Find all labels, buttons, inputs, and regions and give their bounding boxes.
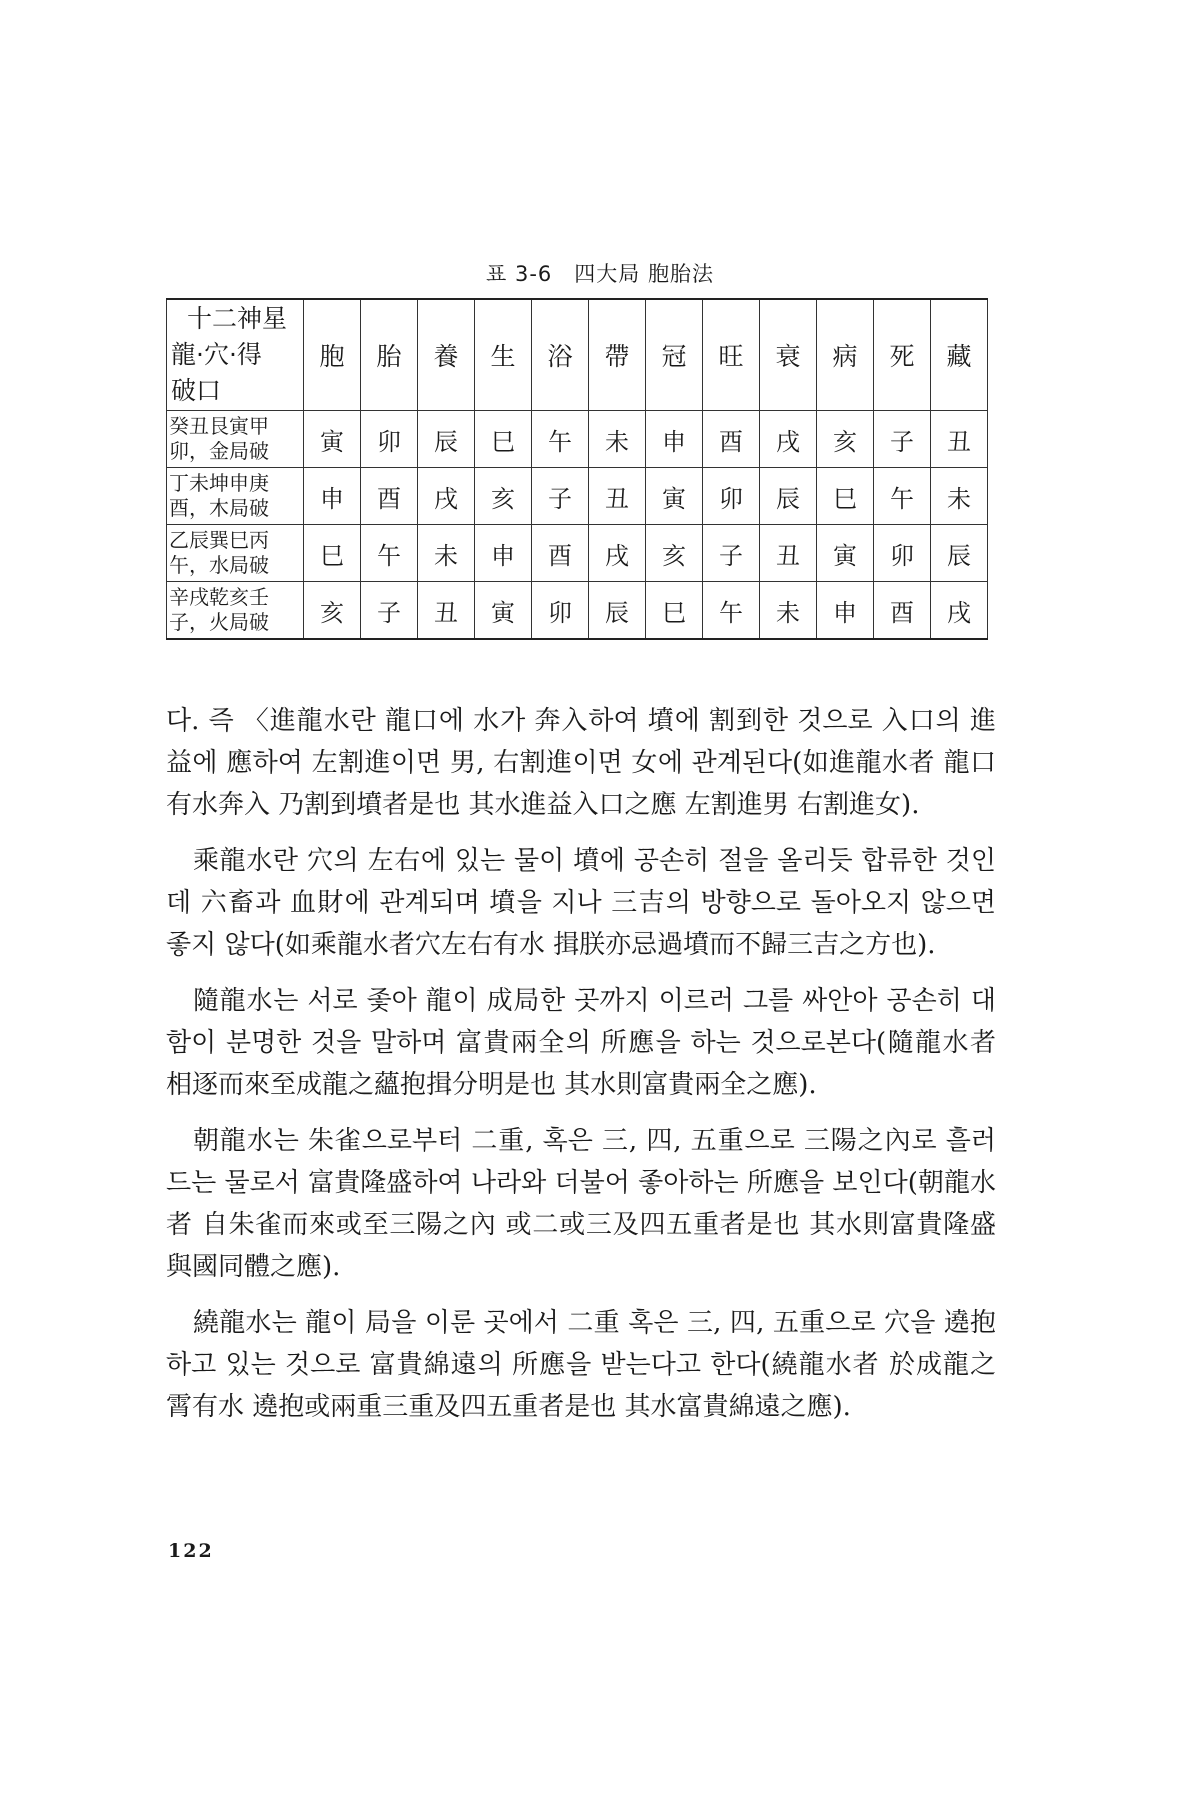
table-cell: 卯 — [361, 411, 418, 468]
table-cell: 亥 — [304, 582, 361, 640]
header-cell: 浴 — [532, 299, 589, 411]
table-cell: 未 — [418, 525, 475, 582]
table-cell: 寅 — [475, 582, 532, 640]
table-cell: 巳 — [475, 411, 532, 468]
table-caption: 표 3-6 四大局 胞胎法 — [486, 262, 714, 286]
table-cell: 寅 — [817, 525, 874, 582]
corner-line: 破口 — [171, 376, 222, 405]
row-label-cell — [167, 468, 304, 525]
page-number: 122 — [168, 1540, 214, 1562]
table-cell: 申 — [817, 582, 874, 640]
table-cell: 辰 — [760, 468, 817, 525]
table-cell: 申 — [304, 468, 361, 525]
table-cell: 酉 — [361, 468, 418, 525]
table-cell: 亥 — [817, 411, 874, 468]
header-cell: 衰 — [760, 299, 817, 411]
table-cell: 戌 — [418, 468, 475, 525]
table-cell: 戌 — [760, 411, 817, 468]
table-cell: 辰 — [589, 582, 646, 640]
header-cell: 胎 — [361, 299, 418, 411]
table-cell: 申 — [475, 525, 532, 582]
table-cell: 未 — [931, 468, 988, 525]
row-label-cell — [167, 411, 304, 468]
table-cell: 酉 — [874, 582, 931, 640]
table-cell: 子 — [703, 525, 760, 582]
row-label-cell — [167, 525, 304, 582]
body-text — [166, 700, 996, 1442]
table-cell: 酉 — [703, 411, 760, 468]
header-cell: 藏 — [931, 299, 988, 411]
header-cell: 胞 — [304, 299, 361, 411]
table-cell: 申 — [646, 411, 703, 468]
table-cell: 酉 — [532, 525, 589, 582]
table-cell: 午 — [532, 411, 589, 468]
table-cell: 卯 — [532, 582, 589, 640]
table-cell: 子 — [361, 582, 418, 640]
header-cell: 生 — [475, 299, 532, 411]
corner-line: 十二神星 — [186, 304, 287, 333]
row-label-line: 卯，金局破 — [169, 439, 269, 463]
table-cell: 辰 — [931, 525, 988, 582]
header-cell: 冠 — [646, 299, 703, 411]
table-cell: 巳 — [817, 468, 874, 525]
table-cell: 辰 — [418, 411, 475, 468]
table-cell: 子 — [532, 468, 589, 525]
paragraph: 繞龍水는 龍이 局을 이룬 곳에서 二重 혹은 三, 四, 五重으로 穴을 遶抱하고 있는 것으로 富貴綿遠의 所應을 받는다고 한다(繞龍水者 於成龍之霄有水 遶抱或兩重三重及四五重者是也 其水富貴綿遠之應). — [166, 1308, 996, 1422]
table-header-row — [167, 299, 988, 411]
table-cell: 亥 — [646, 525, 703, 582]
table-cell: 午 — [874, 468, 931, 525]
table-cell: 午 — [703, 582, 760, 640]
header-cell: 旺 — [703, 299, 760, 411]
header-cell: 養 — [418, 299, 475, 411]
table-cell: 丑 — [760, 525, 817, 582]
paragraph: 朝龍水는 朱雀으로부터 二重, 혹은 三, 四, 五重으로 三陽之內로 흘러드는 물로서 富貴隆盛하여 나라와 더불어 좋아하는 所應을 보인다(朝龍水者 自朱雀而來或至三陽之內 或二或三及四五重者是也 其水則富貴隆盛與國同體之應). — [166, 1126, 996, 1282]
table-cell: 巳 — [646, 582, 703, 640]
table-cell: 丑 — [418, 582, 475, 640]
table-cell: 子 — [874, 411, 931, 468]
row-label-cell — [167, 582, 304, 640]
table-cell: 卯 — [874, 525, 931, 582]
row-label-line: 辛戌乾亥壬 — [169, 585, 269, 609]
table-cell: 戌 — [589, 525, 646, 582]
table-cell: 卯 — [703, 468, 760, 525]
row-label-line: 子，火局破 — [169, 610, 269, 634]
paragraph: 隨龍水는 서로 좇아 龍이 成局한 곳까지 이르러 그를 싸안아 공손히 대함이 분명한 것을 말하며 富貴兩全의 所應을 하는 것으로본다(隨龍水者相逐而來至成龍之蘊抱揖分明是也 其水則富貴兩全之應). — [166, 986, 996, 1100]
table-cell: 午 — [361, 525, 418, 582]
row-label-line: 午，水局破 — [169, 553, 269, 577]
table-row — [167, 582, 988, 640]
row-label-line: 酉，木局破 — [169, 496, 269, 520]
table-cell: 丑 — [589, 468, 646, 525]
paragraph: 다. 즉 〈進龍水란 龍口에 水가 奔入하여 墳에 割到한 것으로 入口의 進益에 應하여 左割進이면 男, 右割進이면 女에 관계된다(如進龍水者 龍口有水奔入 乃割到墳者是也 其水進益入口之應 左割進男 右割進女). — [166, 706, 996, 820]
header-cell: 病 — [817, 299, 874, 411]
corner-line: 龍·穴·得 — [171, 340, 262, 369]
table-cell: 亥 — [475, 468, 532, 525]
row-label-line: 癸丑艮寅甲 — [169, 414, 269, 438]
header-cell: 帶 — [589, 299, 646, 411]
table-row — [167, 525, 988, 582]
table-cell: 寅 — [646, 468, 703, 525]
table-cell: 寅 — [304, 411, 361, 468]
table-cell: 戌 — [931, 582, 988, 640]
table-cell: 丑 — [931, 411, 988, 468]
table-cell: 未 — [760, 582, 817, 640]
header-cell: 死 — [874, 299, 931, 411]
row-label-line: 丁未坤申庚 — [169, 471, 269, 495]
row-label-line: 乙辰巽巳丙 — [169, 528, 269, 552]
paragraph: 乘龍水란 穴의 左右에 있는 물이 墳에 공손히 절을 올리듯 합류한 것인데 六畜과 血財에 관계되며 墳을 지나 三吉의 방향으로 돌아오지 않으면 좋지 않다(如乘龍水者穴左右有水 揖朕亦忌過墳而不歸三吉之方也). — [166, 846, 996, 960]
table-cell: 巳 — [304, 525, 361, 582]
table-corner-cell — [167, 299, 304, 411]
table-cell: 未 — [589, 411, 646, 468]
table-row — [167, 411, 988, 468]
table-row — [167, 468, 988, 525]
pao-tai-table — [166, 298, 988, 640]
